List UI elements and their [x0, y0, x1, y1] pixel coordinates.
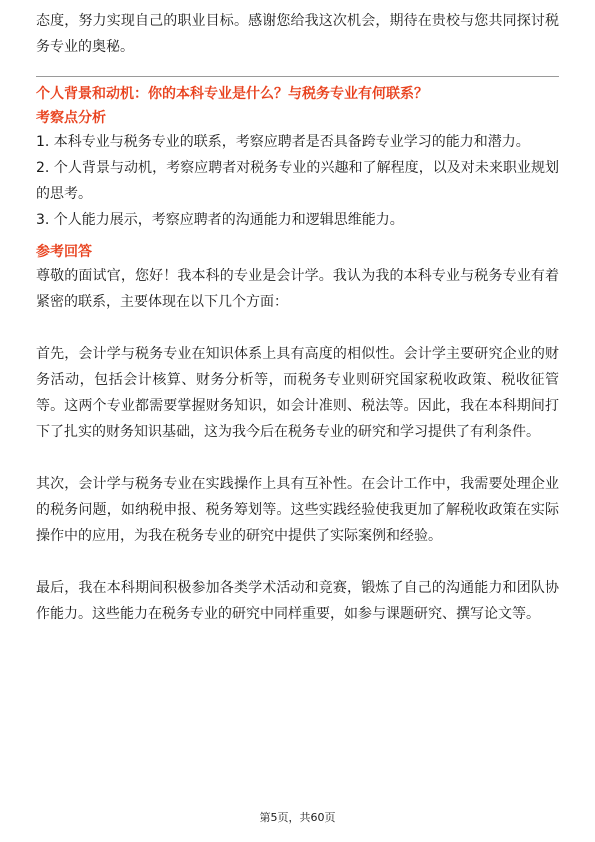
- page-content: [36, 8, 559, 627]
- answer-heading: 参考回答: [36, 244, 92, 260]
- paragraph-spacer: [36, 549, 559, 575]
- answer-paragraph: 最后，我在本科期间积极参加各类学术活动和竞赛，锻炼了自己的沟通能力和团队协作能力。这些能力在税务专业的研究中同样重要，如参与课题研究、撰写论文等。: [36, 580, 559, 622]
- intro-paragraph: 态度，努力实现自己的职业目标。感谢您给我这次机会，期待在贵校与您共同探讨税务专业的奥秘。: [36, 13, 559, 55]
- answer-paragraph: 首先，会计学与税务专业在知识体系上具有高度的相似性。会计学主要研究企业的财务活动，包括会计核算、财务分析等，而税务专业则研究国家税收政策、税收征管等。这两个专业都需要掌握财务知识，如会计准则、税法等。因此，我在本科期间打下了扎实的财务知识基础，这为我今后在税务专业的研究和学习提供了有利条件。: [36, 346, 559, 440]
- paragraph-spacer: [36, 445, 559, 471]
- analysis-point: 1. 本科专业与税务专业的联系，考察应聘者是否具备跨专业学习的能力和潜力。: [36, 134, 530, 150]
- answer-paragraph: 其次，会计学与税务专业在实践操作上具有互补性。在会计工作中，我需要处理企业的税务问题，如纳税申报、税务筹划等。这些实践经验使我更加了解税收政策在实际操作中的应用，为我在税务专业的研究中提供了实际案例和经验。: [36, 476, 559, 544]
- page-number: 第5页，共60页: [259, 811, 336, 824]
- analysis-heading: 考察点分析: [36, 110, 106, 126]
- question-title: 个人背景和动机：你的本科专业是什么？与税务专业有何联系？: [36, 86, 428, 102]
- analysis-point: 2. 个人背景与动机，考察应聘者对税务专业的兴趣和了解程度，以及对未来职业规划的思考。: [36, 160, 559, 202]
- section-divider: [36, 76, 559, 77]
- paragraph-spacer: [36, 315, 559, 341]
- answer-paragraph: 尊敬的面试官，您好！我本科的专业是会计学。我认为我的本科专业与税务专业有着紧密的联系，主要体现在以下几个方面：: [36, 268, 559, 310]
- analysis-point: 3. 个人能力展示，考察应聘者的沟通能力和逻辑思维能力。: [36, 212, 404, 228]
